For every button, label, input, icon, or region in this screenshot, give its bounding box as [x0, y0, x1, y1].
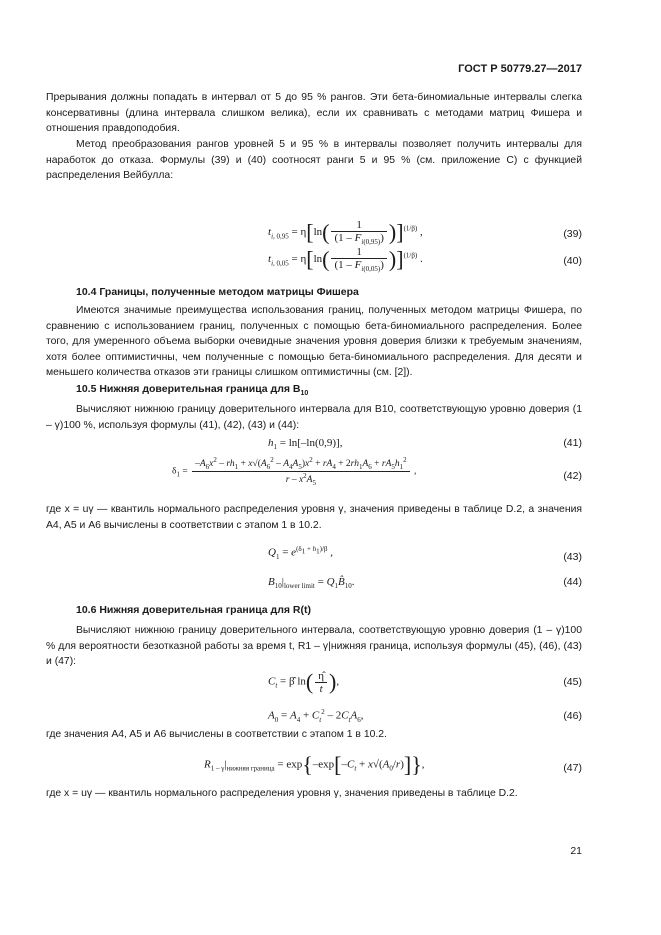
formula-46: $A_0 = A_4 + C_t^2 - 2C_tA_6$,: [268, 708, 364, 724]
formula-42: $\delta_1$ = $\frac{-A_6x^2 - rh_1 + x√(A_6^2 - A_4A_5)x^2 + rA_4 + 2rh_1A_6 + rA_5h_1^2}{r - x^2A_5}$ ,: [172, 456, 417, 488]
document-header: ГОСТ Р 50779.27—2017: [458, 63, 582, 75]
paragraph: где x = uγ — квантиль нормального распределения уровня γ, значения приведены в таблице D.2, а значения A4, A5 и A6 вычислены в соответствии с этапом 1 в 10.2.: [46, 504, 582, 531]
equation-number: (46): [563, 710, 582, 722]
formula-41: $h_1 = \ln[-\ln(0,9)]$,: [268, 437, 343, 452]
paragraph: Метод преобразования рангов уровней 5 и 95 % в интервалы позволяет получить интервалы для наработок до отказа. Формулы (39) и (40) соотносят ранги 5 и 95 % (см. приложение С) с функцией распределения Вейбулла:: [46, 139, 582, 182]
page-number: 21: [570, 845, 582, 857]
formula-40: $t_{i, 0,05} = \eta[\ln$( $\frac{1}{(1 - F_{i(0,05)})}$ )]$^{(1/\beta)}$ .: [268, 246, 423, 274]
formula-43: $Q_1 = e^{(\delta_1 + h_1)/\beta}$ ,: [268, 545, 333, 561]
equation-number: (43): [563, 551, 582, 563]
equation-number: (40): [563, 255, 582, 267]
paragraph: где x = uγ — квантиль нормального распределения уровня γ, значения приведены в таблице D.2.: [46, 788, 518, 799]
equation-number: (47): [563, 762, 582, 774]
formula-39: $t_{i, 0,95} = \eta[\ln$( $\frac{1}{(1 - F_{i(0,95)})}$ )]$^{(1/\beta)}$ ,: [268, 219, 423, 247]
formula-47: $R_{1 - \gamma}|_{нижняя граница} = \exp\{-\exp[-C_t + x√(A_0/r)]\}$,: [204, 752, 425, 777]
section-heading: 10.6 Нижняя доверительная граница для R(t): [76, 604, 311, 616]
equation-number: (39): [563, 228, 582, 240]
paragraph: где значения A4, A5 и A6 вычислены в соответствии с этапом 1 в 10.2.: [46, 729, 387, 740]
paragraph: Прерывания должны попадать в интервал от 5 до 95 % рангов. Эти бета-биномиальные интервалы слегка консервативны (длина интервала слишком велика), если их сравнивать с методами матриц Фишера и отношения правдоподобия.: [46, 92, 582, 135]
section-heading: 10.5 Нижняя доверительная граница для $B_{10}$: [76, 383, 309, 398]
equation-number: (45): [563, 676, 582, 688]
equation-number: (44): [563, 576, 582, 588]
section-heading: 10.4 Границы, полученные методом матрицы Фишера: [76, 286, 359, 298]
formula-45: $C_t$ = β̂ ln( $\frac{\etâ}{t}$ ),: [268, 669, 340, 695]
paragraph: Вычисляют нижнюю границу доверительного интервала, соответствующую уровню доверия (1 – γ)100 % для вероятности безотказной работы за время t, R1 – γ|нижняя граница, используя формулы (45), (46), (43) и (47):: [46, 625, 582, 668]
equation-number: (42): [563, 470, 582, 482]
paragraph: Вычисляют нижнюю границу доверительного интервала для B10, соответствующую уровню доверия (1 – γ)100 %, используя формулы (41), (42), (43) и (44):: [46, 404, 582, 431]
formula-44: $B_{10}|_{lower limit}$ = $Q_1B̂_{10}$.: [268, 576, 355, 591]
equation-number: (41): [563, 437, 582, 449]
paragraph: Имеются значимые преимущества использования границ, полученных методом матрицы Фишера, по сравнению с использованием границ, полученных с помощью бета-биномиального распределения. Более того, для умеренного объема выборки очевидные значения уровня доверия близки к требуемым значениям, хотя более оптимистичны, чем полученные с помощью бета-биномиального распределения. Для десяти и меньшего количества отказов эти границы слишком оптимистичны (см. [2]).: [46, 305, 582, 379]
